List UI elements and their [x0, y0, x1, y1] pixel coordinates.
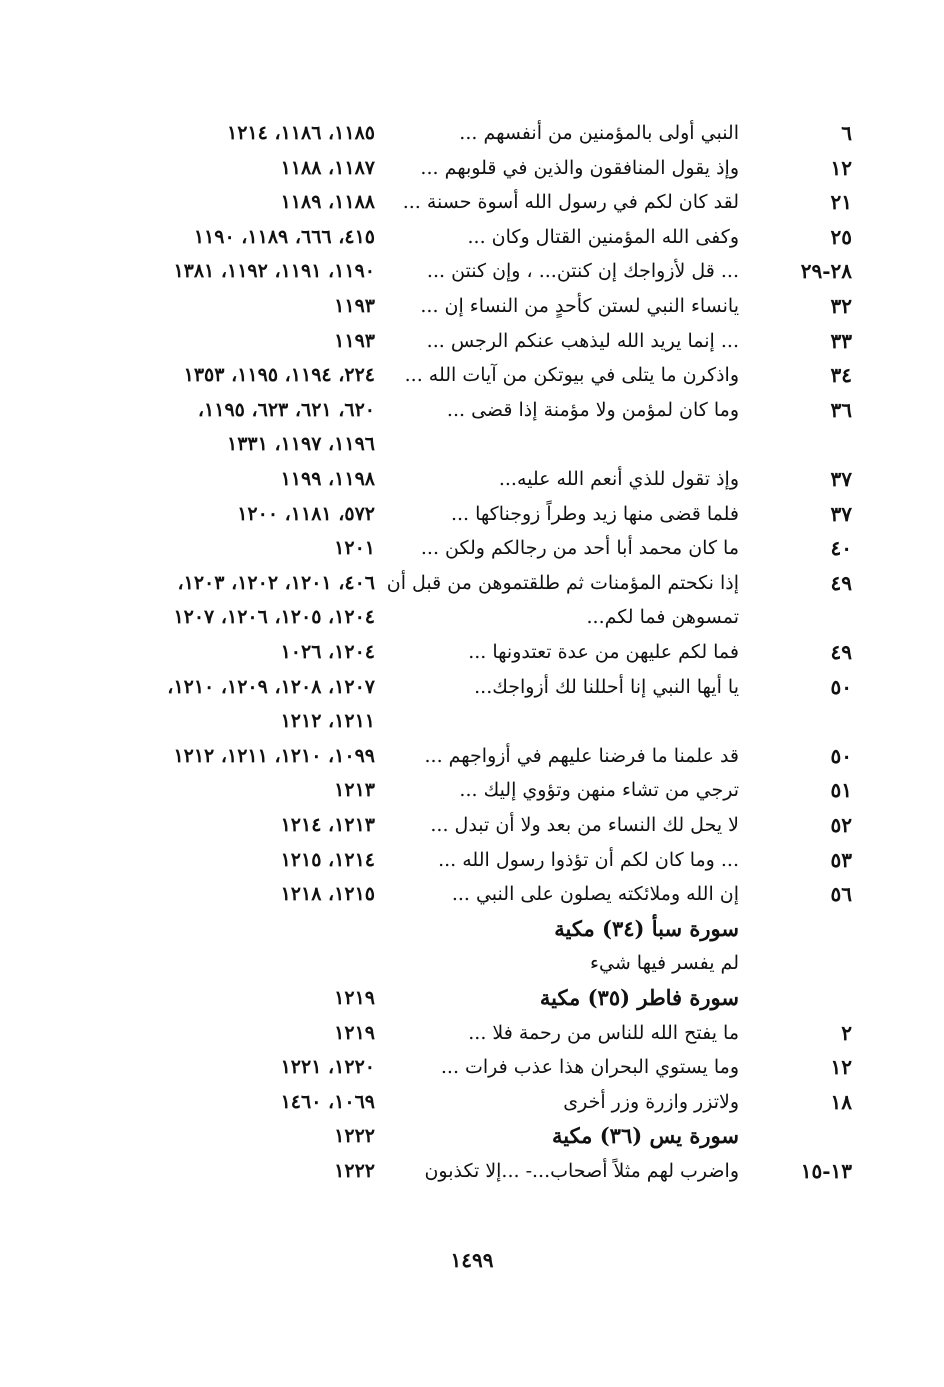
index-row: [0, 220, 944, 254]
ayah-text: وما كان لمؤمن ولا مؤمنة إذا قضى ...: [446, 398, 739, 421]
index-row: [0, 358, 944, 392]
ayah-number: ٤٠: [830, 536, 852, 561]
ayah-text: واضرب لهم مثلاً أصحاب...- ...إلا تكذبون: [424, 1160, 739, 1182]
ayah-text: ... قل لأزواجك إن كنتن... ، وإن كنتن ...: [426, 260, 739, 283]
index-row: [0, 843, 944, 877]
ayah-text: ولاتزر وازرة وزر أخرى: [563, 1090, 739, 1113]
page-references: ١١٨٧، ١١٨٨: [280, 156, 375, 179]
ayah-text: فما لكم عليهن من عدة تعتدونها ...: [468, 641, 739, 663]
ayah-text: لم يفسر فيها شيء: [590, 952, 739, 975]
page-references: ١٢٠٤، ١٠٢٦: [280, 641, 375, 663]
ayah-text: يانساء النبي لستن كأحدٍ من النساء إن ...: [420, 295, 739, 317]
ayah-text: فلما قضى منها زيد وطراً زوجناكها ...: [450, 502, 739, 525]
ayah-number: ٥٦: [830, 882, 852, 907]
surah-heading: سورة يس (٣٦) مكية: [551, 1123, 739, 1149]
page-references: ١٢١١، ١٢١٢: [280, 710, 375, 733]
page-references: ١٢٠٧، ١٢٠٨، ١٢٠٩، ١٢١٠،: [167, 675, 375, 698]
index-row: [0, 324, 944, 358]
page-references: ٤٠٦، ١٢٠١، ١٢٠٢، ١٢٠٣،: [177, 571, 375, 594]
ayah-number: ٢١: [830, 190, 852, 215]
surah-heading-row: [0, 1119, 944, 1153]
ayah-number: ٤٩: [830, 640, 852, 664]
ayah-number: ٤٩: [830, 570, 852, 595]
index-row: [0, 116, 944, 150]
ayah-number: ٣٧: [830, 501, 852, 526]
page-references: ١١٩٦، ١١٩٧، ١٣٣١: [227, 433, 375, 456]
page-references: ١٢٢٢: [334, 1160, 375, 1182]
page-references: ١٢١٤، ١٢١٥: [280, 848, 375, 871]
index-row: [0, 739, 944, 773]
ayah-number: ٥١: [830, 778, 852, 803]
index-row: [0, 531, 944, 565]
page-number: ١٤٩٩: [450, 1248, 494, 1272]
ayah-number: ٢٨-٢٩: [800, 259, 852, 284]
page-references: ٥٧٢، ١١٨١، ١٢٠٠: [237, 502, 375, 525]
index-row: [0, 393, 944, 427]
index-row: [0, 497, 944, 531]
ayah-text: إذا نكحتم المؤمنات ثم طلقتموهن من قبل أن: [386, 571, 739, 594]
page-references: ١٠٩٩، ١٢١٠، ١٢١١، ١٢١٢: [173, 744, 375, 767]
ayah-text: تمسوهن فما لكم...: [586, 606, 739, 629]
ayah-text: واذكرن ما يتلى في بيوتكن من آيات الله ...: [404, 364, 739, 387]
page-references: ١١٩٨، ١١٩٩: [280, 468, 375, 490]
index-row: [0, 185, 944, 219]
index-row: [0, 1050, 944, 1084]
index-row: [0, 427, 944, 461]
surah-heading-row: [0, 981, 944, 1015]
page-references: ١٢١٩: [334, 1021, 375, 1044]
ayah-text: ... وما كان لكم أن تؤذوا رسول الله ...: [438, 848, 739, 871]
page-references: ١١٨٨، ١١٨٩: [280, 191, 375, 214]
ayah-number: ١٣-١٥: [800, 1159, 852, 1183]
ayah-number: ٢٥: [830, 224, 852, 249]
index-row: [0, 462, 944, 496]
page-references: ١٢٢٢: [334, 1125, 375, 1148]
page-references: ١٢٠١: [334, 537, 375, 560]
page-references: ١٢٢٠، ١٢٢١: [280, 1056, 375, 1079]
ayah-text: النبي أولى بالمؤمنين من أنفسهم ...: [459, 122, 739, 144]
ayah-number: ٣٣: [830, 328, 852, 353]
index-row: [0, 1016, 944, 1050]
ayah-number: ٥٠: [830, 674, 852, 699]
index-row: [0, 289, 944, 323]
ayah-number: ٢: [841, 1020, 852, 1045]
ayah-text: إن الله وملائكته يصلون على النبي ...: [451, 883, 739, 906]
page-references: ١١٩٠، ١١٩١، ١١٩٢، ١٣٨١: [173, 260, 375, 283]
ayah-number: ٦: [841, 121, 852, 145]
page-references: ١١٨٥، ١١٨٦، ١٢١٤: [227, 122, 375, 144]
ayah-text: قد علمنا ما فرضنا عليهم في أزواجهم ...: [424, 744, 739, 767]
ayah-number: ٣٤: [830, 363, 852, 388]
page-references: ٤١٥، ٦٦٦، ١١٨٩، ١١٩٠: [193, 225, 375, 248]
ayah-text: وكفى الله المؤمنين القتال وكان ...: [467, 225, 739, 248]
index-row: [0, 1154, 944, 1188]
ayah-number: ٣٦: [830, 397, 852, 422]
surah-heading: سورة فاطر (٣٥) مكية: [539, 985, 739, 1010]
page-references: ١٢١٩: [334, 987, 375, 1009]
ayah-text: يا أيها النبي إنا أحللنا لك أزواجك...: [474, 675, 739, 698]
ayah-text: وما يستوي البحران هذا عذب فرات ...: [440, 1056, 739, 1079]
page-references: ١٢٠٤، ١٢٠٥، ١٢٠٦، ١٢٠٧: [173, 606, 375, 629]
surah-heading: سورة سبأ (٣٤) مكية: [554, 915, 739, 941]
ayah-number: ٣٧: [830, 467, 852, 491]
index-row: [0, 151, 944, 185]
ayah-number: ١٨: [830, 1089, 852, 1114]
index-row: [0, 600, 944, 634]
page-references: ٦٢٠، ٦٢١، ٦٢٣، ١١٩٥،: [197, 398, 375, 421]
page-references: ١٢١٥، ١٢١٨: [280, 883, 375, 906]
ayah-text: ... إنما يريد الله ليذهب عنكم الرجس ...: [426, 329, 739, 352]
ayah-text: لا يحل لك النساء من بعد ولا أن تبدل ...: [430, 814, 739, 836]
ayah-text: ما كان محمد أبا أحد من رجالكم ولكن ...: [420, 537, 739, 560]
index-row: [0, 704, 944, 738]
index-row: [0, 254, 944, 288]
ayah-text: وإذ تقول للذي أنعم الله عليه...: [498, 468, 739, 490]
index-row: [0, 808, 944, 842]
ayah-number: ١٢: [830, 1055, 852, 1080]
ayah-number: ٣٢: [830, 294, 852, 318]
index-row: [0, 670, 944, 704]
page-references: ١١٩٣: [334, 295, 375, 317]
ayah-number: ١٢: [830, 155, 852, 180]
index-row: [0, 946, 944, 980]
page-references: ٢٢٤، ١١٩٤، ١١٩٥، ١٣٥٣: [183, 364, 375, 387]
ayah-number: ٥٢: [830, 813, 852, 837]
page-references: ١٢١٣، ١٢١٤: [280, 814, 375, 836]
page-references: ١٠٦٩، ١٤٦٠: [280, 1090, 375, 1113]
index-row: [0, 635, 944, 669]
index-row: [0, 877, 944, 911]
ayah-number: ٥٠: [830, 743, 852, 768]
page-references: ١١٩٣: [334, 329, 375, 352]
ayah-text: ما يفتح الله للناس من رحمة فلا ...: [468, 1021, 739, 1044]
ayah-text: ترجي من تشاء منهن وتؤوي إليك ...: [459, 779, 739, 802]
page-references: ١٢١٣: [334, 779, 375, 802]
index-row: [0, 566, 944, 600]
surah-heading-row: [0, 912, 944, 946]
index-row: [0, 1085, 944, 1119]
index-row: [0, 773, 944, 807]
ayah-number: ٥٣: [830, 847, 852, 872]
ayah-text: لقد كان لكم في رسول الله أسوة حسنة ...: [402, 191, 739, 214]
ayah-text: وإذ يقول المنافقون والذين في قلوبهم ...: [420, 156, 739, 179]
